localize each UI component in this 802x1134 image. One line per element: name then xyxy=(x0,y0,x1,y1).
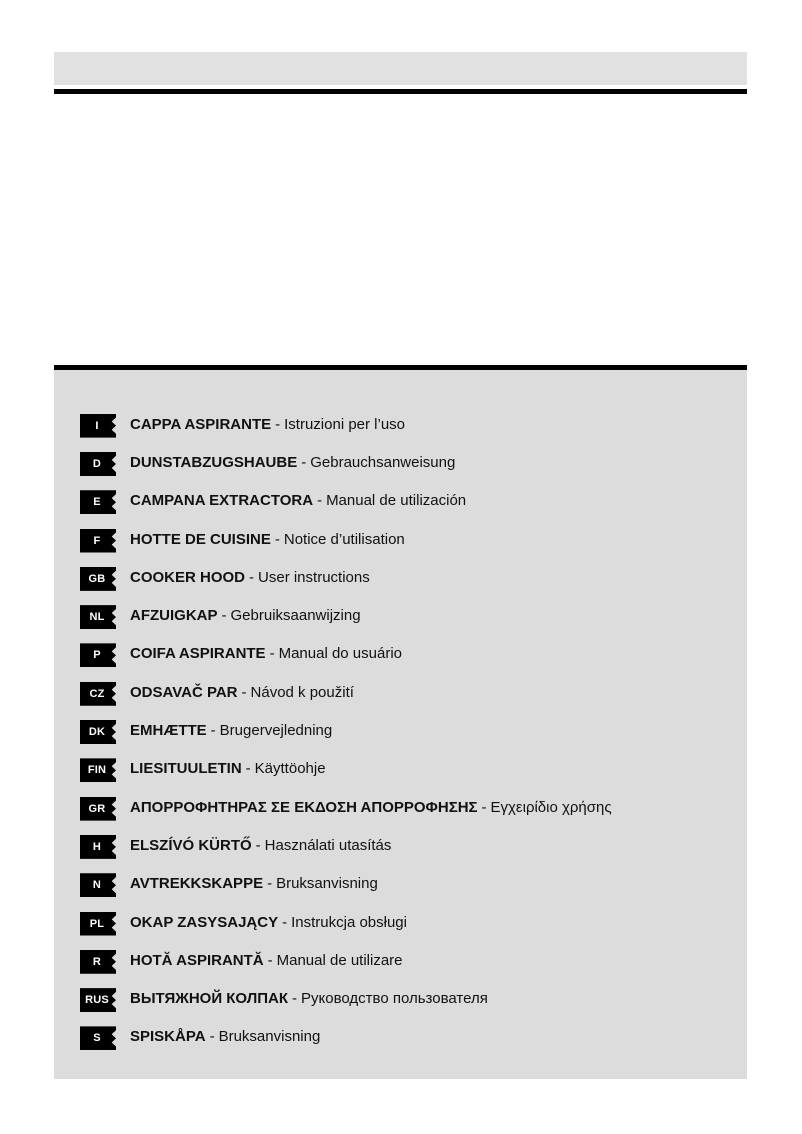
product-title: ODSAVAČ PAR xyxy=(130,683,238,701)
product-title: AVTREKKSKAPPE xyxy=(130,875,264,893)
language-item-d xyxy=(80,443,740,481)
manual-subtitle: Руководство пользователя xyxy=(301,990,488,1008)
separator: - xyxy=(210,722,216,740)
manual-subtitle: Notice d’utilisation xyxy=(283,530,405,548)
language-tag-icon xyxy=(80,411,122,438)
separator: - xyxy=(267,875,273,893)
separator: - xyxy=(481,798,487,816)
language-item-nl xyxy=(80,596,740,634)
language-tag-icon xyxy=(80,602,122,629)
language-item-i xyxy=(80,405,740,443)
product-title: LIESITUULETIN xyxy=(130,760,242,778)
language-item-cz xyxy=(80,673,740,711)
manual-subtitle: Návod k použití xyxy=(250,683,354,701)
product-title: OKAP ZASYSAJĄCY xyxy=(130,913,279,931)
language-tag-icon xyxy=(80,717,122,744)
manual-subtitle: Használati utasítás xyxy=(264,836,392,854)
language-item-gr xyxy=(80,788,740,826)
language-tag-icon xyxy=(80,526,122,553)
separator: - xyxy=(282,913,288,931)
language-tag-icon xyxy=(80,985,122,1012)
manual-subtitle: Manual de utilización xyxy=(326,492,467,510)
manual-subtitle: Manual de utilizare xyxy=(276,951,403,969)
language-tag-icon xyxy=(80,679,122,706)
separator: - xyxy=(301,453,307,471)
product-title: SPISKÅPA xyxy=(130,1028,206,1046)
language-tag-icon xyxy=(80,832,122,859)
manual-subtitle: Gebrauchsanweisung xyxy=(310,453,456,471)
separator: - xyxy=(209,1028,215,1046)
language-code: FIN xyxy=(87,764,107,777)
product-title: HOTĂ ASPIRANTĂ xyxy=(130,951,264,969)
product-title: CAPPA ASPIRANTE xyxy=(130,415,272,433)
manual-subtitle: Brugervejledning xyxy=(219,722,333,740)
language-tag-icon xyxy=(80,564,122,591)
language-code: R xyxy=(92,955,102,968)
separator: - xyxy=(241,683,247,701)
manual-subtitle: Gebruiksaanwijzing xyxy=(230,607,361,625)
separator: - xyxy=(317,492,323,510)
top-divider xyxy=(54,89,747,94)
manual-subtitle: Εγχειρίδιο χρήσης xyxy=(490,798,612,816)
language-code: E xyxy=(93,496,101,509)
language-code: I xyxy=(95,419,99,432)
language-item-gb xyxy=(80,558,740,596)
language-item-s xyxy=(80,1018,740,1056)
product-title: ΑΠΟΡΡΟΦΗΤΗΡΑΣ ΣΕ ΕΚΔΟΣΗ ΑΠΟΡΡΟΦΗΣΗΣ xyxy=(130,798,478,816)
language-code: NL xyxy=(89,611,105,624)
language-tag-icon xyxy=(80,870,122,897)
language-code: CZ xyxy=(89,687,105,700)
language-tag-icon xyxy=(80,487,122,514)
language-code: D xyxy=(92,457,102,470)
manual-subtitle: User instructions xyxy=(258,568,370,586)
language-item-rus xyxy=(80,979,740,1017)
language-code: H xyxy=(92,840,102,853)
product-title: HOTTE DE CUISINE xyxy=(130,530,271,548)
manual-subtitle: Käyttöohje xyxy=(254,760,326,778)
language-tag-icon xyxy=(80,449,122,476)
language-item-n xyxy=(80,865,740,903)
product-title: ELSZÍVÓ KÜRTŐ xyxy=(130,836,252,854)
language-tag-icon xyxy=(80,947,122,974)
separator: - xyxy=(267,951,273,969)
manual-subtitle: Istruzioni per l’uso xyxy=(284,415,406,433)
separator: - xyxy=(245,760,251,778)
language-list xyxy=(80,405,740,1056)
language-tag-icon xyxy=(80,909,122,936)
language-item-h xyxy=(80,826,740,864)
language-code: GB xyxy=(88,572,106,585)
product-title: AFZUIGKAP xyxy=(130,607,218,625)
product-title: COOKER HOOD xyxy=(130,568,246,586)
language-tag-icon xyxy=(80,794,122,821)
language-code: S xyxy=(93,1032,101,1045)
language-item-p xyxy=(80,635,740,673)
language-tag-icon xyxy=(80,755,122,782)
product-title: EMHÆTTE xyxy=(130,722,207,740)
product-title: CAMPANA EXTRACTORA xyxy=(130,492,314,510)
manual-subtitle: Manual do usuário xyxy=(278,645,402,663)
separator: - xyxy=(274,530,280,548)
separator: - xyxy=(255,836,261,854)
language-code: N xyxy=(92,879,102,892)
language-code: DK xyxy=(88,726,106,739)
language-item-pl xyxy=(80,903,740,941)
separator: - xyxy=(221,607,227,625)
separator: - xyxy=(249,568,255,586)
language-item-dk xyxy=(80,711,740,749)
language-item-r xyxy=(80,941,740,979)
language-item-f xyxy=(80,520,740,558)
product-title: ВЫТЯЖНОЙ КОЛПАК xyxy=(130,990,289,1008)
manual-subtitle: Bruksanvisning xyxy=(276,875,378,893)
product-title: COIFA ASPIRANTE xyxy=(130,645,266,663)
language-code: F xyxy=(93,534,101,547)
separator: - xyxy=(292,990,298,1008)
language-item-fin xyxy=(80,750,740,788)
manual-subtitle: Bruksanvisning xyxy=(218,1028,321,1046)
language-code: PL xyxy=(89,917,105,930)
separator: - xyxy=(269,645,275,663)
language-tag-icon xyxy=(80,1023,122,1050)
language-code: RUS xyxy=(85,994,109,1007)
header-band xyxy=(54,52,747,85)
language-code: GR xyxy=(88,802,106,815)
product-title: DUNSTABZUGSHAUBE xyxy=(130,453,298,471)
language-code: P xyxy=(93,649,101,662)
manual-subtitle: Instrukcja obsługi xyxy=(291,913,407,931)
language-item-e xyxy=(80,482,740,520)
language-tag-icon xyxy=(80,640,122,667)
separator: - xyxy=(275,415,281,433)
